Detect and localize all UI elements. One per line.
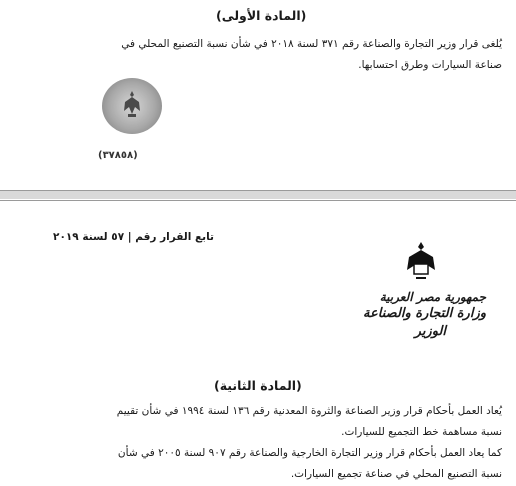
article-two-line-3: كما يعاد العمل بأحكام قرار وزير التجارة الخارجية والصناعة رقم ٩٠٧ لسنة ٢٠٠٥ في شأن (117, 447, 502, 459)
document-page-1 (0, 0, 516, 191)
article-one-line-1: يُلغى قرار وزير التجارة والصناعة رقم ٣٧١ لسنة ٢٠١٨ في شأن نسبة التصنيع المحلي في (121, 38, 502, 50)
letterhead-minister: الوزير (414, 324, 446, 339)
seal-number: (٣٧٨٥٨) (98, 150, 138, 161)
letterhead-ministry: وزارة التجارة والصناعة (363, 306, 486, 321)
article-two-line-2: نسبة مساهمة خط التجميع للسيارات. (341, 426, 502, 438)
article-two-heading: (المادة الثانية) (214, 378, 302, 393)
ministry-letterhead (363, 289, 486, 341)
article-one-heading: (المادة الأولى) (216, 8, 307, 23)
article-two-line-1: يُعاد العمل بأحكام قرار وزير الصناعة والثروة المعدنية رقم ١٣٦ لسنة ١٩٩٤ في شأن تقييم (116, 405, 502, 417)
letterhead-republic: جمهورية مصر العربية (379, 290, 486, 304)
article-two-line-4: نسبة التصنيع المحلي في صناعة تجميع السيارات. (290, 468, 502, 480)
article-two-text (117, 401, 502, 485)
eagle-icon (122, 90, 142, 120)
eagle-emblem-icon (404, 240, 438, 284)
document-page-2 (0, 200, 516, 486)
article-one-text (121, 34, 502, 76)
article-one-line-2: صناعة السيارات وطرق احتسابها. (358, 59, 502, 71)
page-separator (0, 191, 516, 199)
decree-continuation-label: تابع القرار رقم | ٥٧ لسنة ٢٠١٩ (53, 231, 214, 243)
official-seal-icon (102, 78, 162, 134)
